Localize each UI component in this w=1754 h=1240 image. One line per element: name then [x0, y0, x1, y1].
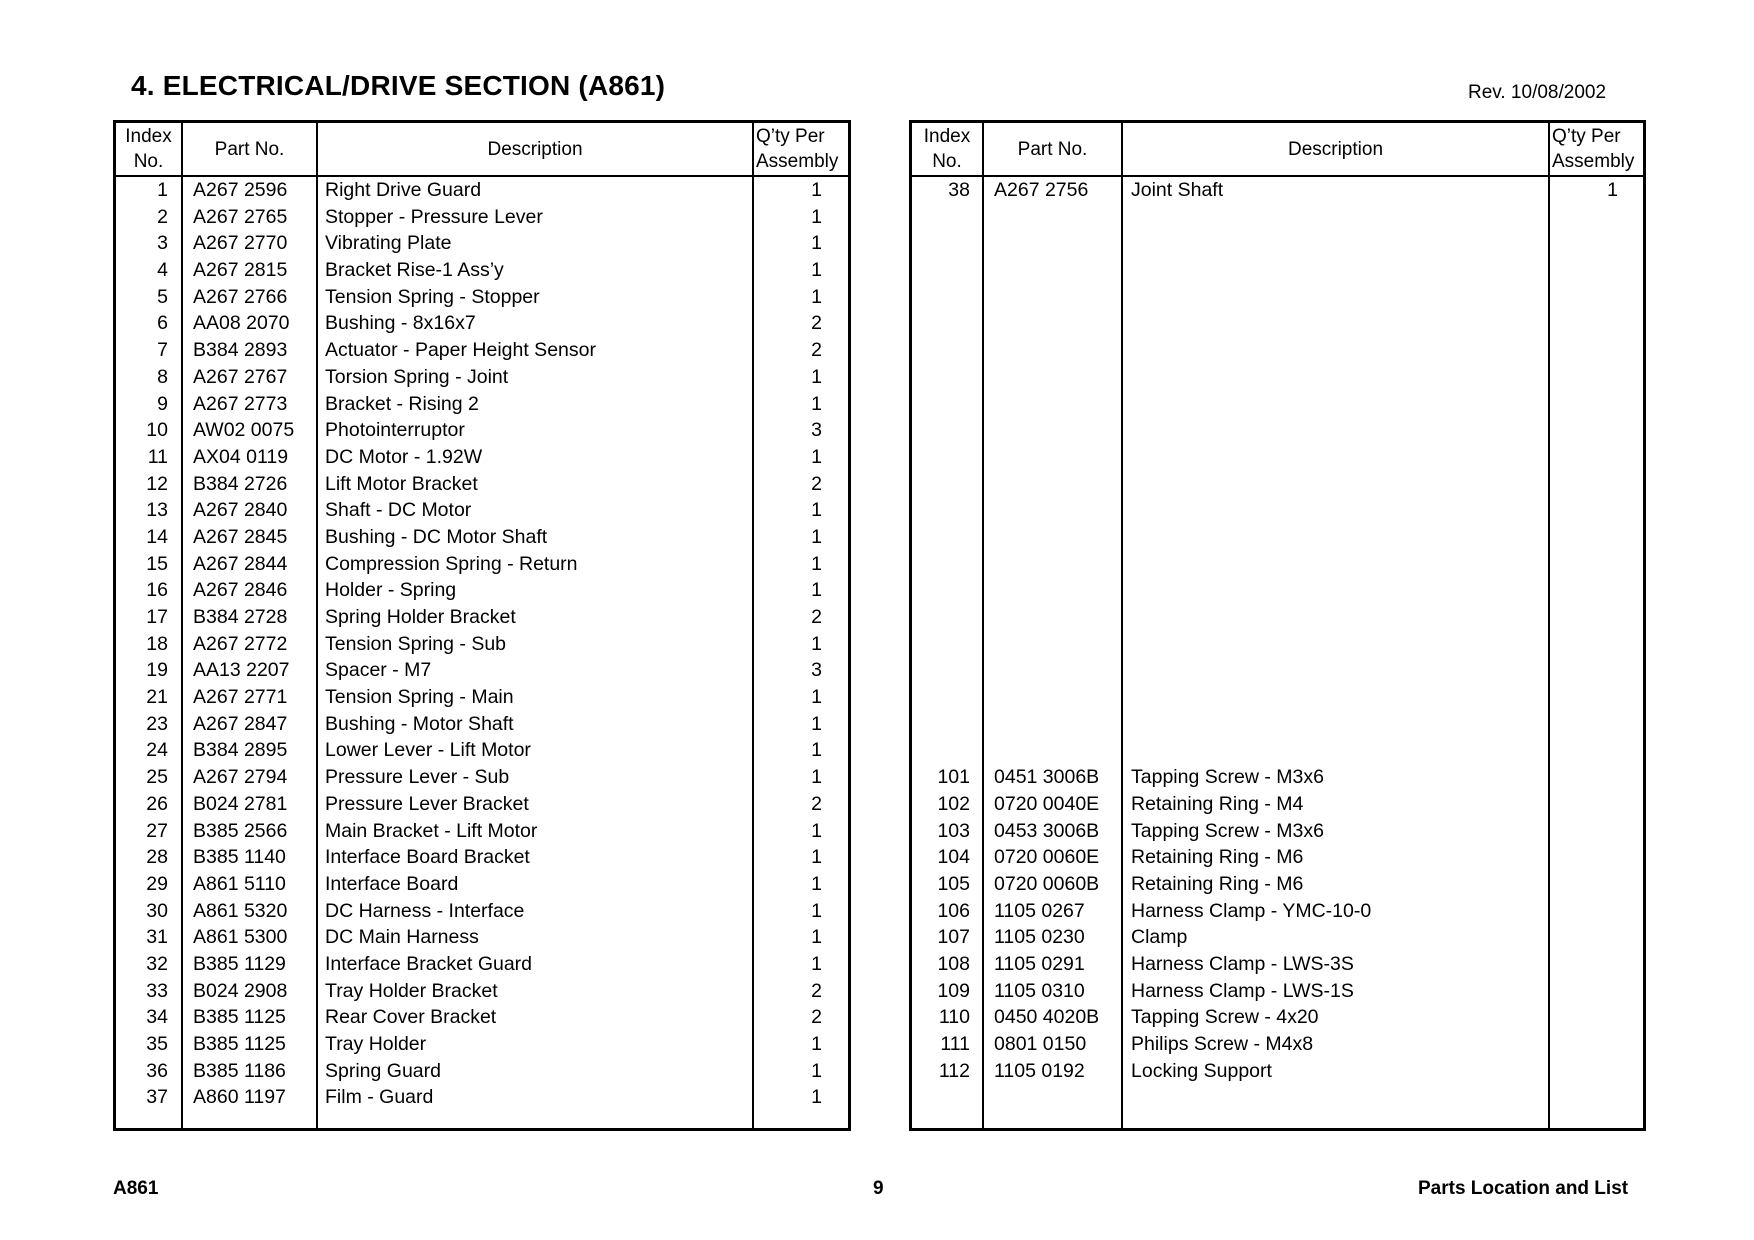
cell-part-no: A267 2845 — [193, 525, 288, 548]
table-row — [116, 711, 848, 738]
cell-qty: 1 — [811, 1033, 822, 1055]
parts-rows-right — [912, 177, 1643, 1084]
cell-qty: 3 — [811, 659, 822, 682]
cell-qty: 1 — [811, 819, 822, 842]
cell-description: Spring Holder Bracket — [325, 606, 516, 628]
cell-description: Tapping Screw - M3x6 — [1131, 766, 1324, 789]
cell-part-no: 0720 0060E — [994, 846, 1100, 869]
cell-part-no: 0720 0060B — [994, 872, 1100, 895]
cell-part-no: A267 2846 — [193, 579, 288, 602]
cell-qty: 1 — [811, 899, 822, 922]
cell-qty: 1 — [811, 926, 822, 949]
cell-index: 9 — [157, 392, 168, 415]
cell-part-no: A267 2840 — [193, 499, 288, 522]
table-row — [912, 604, 1643, 631]
table-row — [912, 924, 1643, 951]
cell-part-no: AA08 2070 — [193, 312, 290, 335]
cell-index: 11 — [147, 445, 168, 468]
cell-description: Lower Lever - Lift Motor — [325, 739, 531, 762]
cell-part-no: A861 5320 — [193, 899, 288, 922]
cell-index: 101 — [937, 766, 970, 789]
cell-part-no: A267 2794 — [193, 766, 288, 789]
cell-description: Harness Clamp - LWS-1S — [1131, 979, 1354, 1002]
cell-part-no: 0801 0150 — [994, 1033, 1087, 1055]
cell-description: Bracket Rise-1 Ass’y — [325, 259, 504, 282]
cell-part-no: A861 5110 — [193, 872, 286, 895]
table-row — [912, 871, 1643, 898]
cell-index: 35 — [146, 1033, 168, 1055]
cell-description: Clamp — [1131, 926, 1188, 949]
table-row — [116, 204, 848, 231]
cell-part-no: B384 2728 — [193, 606, 288, 628]
cell-index: 13 — [146, 499, 168, 522]
cell-description: Harness Clamp - LWS-3S — [1131, 952, 1354, 975]
table-row — [912, 764, 1643, 791]
cell-index: 27 — [146, 819, 168, 842]
cell-part-no: A267 2771 — [193, 686, 288, 709]
cell-description: Bushing - DC Motor Shaft — [325, 525, 548, 548]
cell-description: DC Harness - Interface — [325, 899, 525, 922]
cell-index: 33 — [146, 979, 168, 1002]
table-row — [116, 924, 848, 951]
table-row — [116, 684, 848, 711]
cell-description: Right Drive Guard — [325, 179, 482, 201]
cell-index: 112 — [938, 1059, 970, 1082]
cell-description: Compression Spring - Return — [325, 552, 578, 575]
cell-index: 23 — [146, 712, 168, 735]
cell-description: Retaining Ring - M6 — [1131, 872, 1304, 895]
cell-description: Film - Guard — [325, 1086, 434, 1109]
page-title: 4. ELECTRICAL/DRIVE SECTION (A861) — [131, 70, 666, 101]
cell-index: 21 — [146, 686, 168, 709]
table-row — [912, 471, 1643, 498]
table-row — [116, 551, 848, 578]
cell-index: 37 — [146, 1086, 168, 1109]
cell-part-no: A267 2815 — [193, 259, 288, 282]
cell-part-no: A267 2772 — [193, 632, 288, 655]
header-qty: Q’ty Per Assembly — [1552, 126, 1635, 172]
footer-section-name: Parts Location and List — [1418, 1178, 1629, 1199]
header-qty: Q’ty Per Assembly — [756, 126, 839, 172]
table-row — [116, 497, 848, 524]
cell-qty: 1 — [811, 846, 822, 869]
parts-rows-left — [116, 177, 848, 1111]
table-row — [912, 524, 1643, 551]
cell-index: 109 — [937, 979, 970, 1002]
cell-qty: 1 — [811, 1059, 822, 1082]
table-row — [116, 364, 848, 391]
cell-qty: 2 — [811, 472, 822, 495]
cell-description: Interface Board Bracket — [325, 846, 530, 869]
cell-part-no: AW02 0075 — [193, 419, 295, 442]
cell-part-no: A267 2756 — [994, 179, 1089, 201]
cell-qty: 1 — [811, 712, 822, 735]
cell-index: 7 — [157, 339, 168, 362]
cell-part-no: 1105 0230 — [994, 926, 1085, 949]
cell-index: 29 — [146, 872, 168, 895]
cell-index: 1 — [157, 179, 168, 201]
cell-part-no: 1105 0291 — [994, 952, 1085, 975]
table-row — [912, 791, 1643, 818]
table-row — [116, 657, 848, 684]
table-row — [912, 577, 1643, 604]
header-part-no: Part No. — [1017, 138, 1088, 160]
cell-index: 4 — [157, 259, 168, 282]
cell-description: Harness Clamp - YMC-10-0 — [1131, 899, 1372, 922]
table-row — [116, 310, 848, 337]
table-row — [116, 791, 848, 818]
cell-description: Joint Shaft — [1131, 179, 1224, 201]
table-row — [912, 844, 1643, 871]
cell-qty: 2 — [811, 339, 822, 362]
cell-qty: 1 — [811, 445, 822, 468]
cell-qty: 1 — [811, 205, 822, 228]
cell-description: Holder - Spring — [325, 579, 457, 602]
cell-part-no: 0453 3006B — [994, 819, 1100, 842]
cell-index: 16 — [146, 579, 168, 602]
table-row — [912, 204, 1643, 231]
cell-index: 6 — [157, 312, 168, 335]
cell-part-no: B385 2566 — [193, 819, 288, 842]
cell-index: 19 — [146, 659, 168, 682]
cell-description: Tapping Screw - M3x6 — [1131, 819, 1324, 842]
cell-index: 31 — [146, 926, 168, 949]
cell-qty: 1 — [811, 766, 822, 789]
cell-index: 34 — [146, 1006, 168, 1029]
cell-qty: 1 — [811, 1086, 822, 1109]
table-row — [912, 1004, 1643, 1031]
table-row — [116, 391, 848, 418]
footer-page-number: 9 — [873, 1178, 884, 1199]
cell-qty: 1 — [811, 285, 822, 308]
table-row — [912, 497, 1643, 524]
cell-qty: 1 — [811, 525, 822, 548]
table-row — [912, 737, 1643, 764]
cell-index: 25 — [146, 766, 168, 789]
table-row — [116, 444, 848, 471]
header-index: Index No. — [125, 126, 172, 172]
cell-index: 3 — [157, 232, 168, 255]
cell-part-no: B385 1140 — [193, 846, 286, 869]
footer-model: A861 — [113, 1178, 159, 1199]
cell-part-no: 0451 3006B — [994, 766, 1100, 789]
cell-qty: 2 — [811, 1006, 822, 1029]
cell-index: 14 — [146, 525, 168, 548]
table-row — [116, 1084, 848, 1111]
table-row — [912, 417, 1643, 444]
table-row — [116, 737, 848, 764]
table-row — [912, 951, 1643, 978]
cell-part-no: A267 2596 — [193, 179, 288, 201]
cell-part-no: A860 1197 — [193, 1086, 286, 1109]
cell-description: Torsion Spring - Joint — [325, 365, 509, 388]
cell-index: 24 — [146, 739, 168, 762]
revision-date: Rev. 10/08/2002 — [1468, 82, 1607, 103]
cell-description: Bushing - Motor Shaft — [325, 712, 514, 735]
cell-part-no: A267 2844 — [193, 552, 288, 575]
table-row — [116, 631, 848, 658]
header-index: Index No. — [923, 126, 971, 172]
cell-index: 17 — [146, 606, 168, 628]
parts-table-right — [909, 120, 1646, 1131]
cell-part-no: A267 2770 — [193, 232, 288, 255]
table-row — [912, 444, 1643, 471]
cell-index: 103 — [937, 819, 970, 842]
cell-part-no: 0450 4020B — [994, 1006, 1100, 1029]
table-row — [912, 657, 1643, 684]
header-description: Description — [1287, 138, 1384, 160]
cell-qty: 1 — [1607, 179, 1618, 201]
cell-description: Tapping Screw - 4x20 — [1131, 1006, 1319, 1029]
cell-part-no: B384 2893 — [193, 339, 288, 362]
cell-part-no: B384 2895 — [193, 739, 288, 762]
cell-description: Tension Spring - Stopper — [325, 285, 540, 308]
cell-part-no: 1105 0310 — [994, 979, 1085, 1002]
table-row — [116, 257, 848, 284]
cell-index: 32 — [146, 952, 168, 975]
cell-description: DC Main Harness — [325, 926, 479, 949]
cell-index: 108 — [937, 952, 970, 975]
cell-qty: 2 — [811, 606, 822, 628]
cell-qty: 2 — [811, 792, 822, 815]
table-row — [116, 417, 848, 444]
table-row — [116, 871, 848, 898]
cell-index: 30 — [146, 899, 168, 922]
table-row — [116, 1058, 848, 1085]
cell-index: 26 — [146, 792, 168, 815]
cell-part-no: A267 2765 — [193, 205, 288, 228]
cell-part-no: 1105 0192 — [994, 1059, 1085, 1082]
cell-description: Tray Holder — [325, 1033, 427, 1055]
cell-description: Bracket - Rising 2 — [325, 392, 479, 415]
cell-part-no: B385 1129 — [193, 952, 286, 975]
cell-part-no: B385 1125 — [193, 1006, 286, 1029]
table-row — [912, 711, 1643, 738]
table-row — [912, 551, 1643, 578]
cell-index: 8 — [157, 365, 168, 388]
table-row — [912, 364, 1643, 391]
table-row — [912, 230, 1643, 257]
cell-description: Tray Holder Bracket — [325, 979, 498, 1002]
cell-index: 106 — [937, 899, 970, 922]
cell-qty: 1 — [811, 552, 822, 575]
cell-qty: 1 — [811, 632, 822, 655]
cell-description: Pressure Lever Bracket — [325, 792, 529, 815]
cell-part-no: A267 2773 — [193, 392, 288, 415]
table-row — [116, 604, 848, 631]
cell-index: 102 — [937, 792, 970, 815]
cell-qty: 1 — [811, 872, 822, 895]
cell-index: 10 — [146, 419, 168, 442]
table-row — [116, 230, 848, 257]
cell-qty: 2 — [811, 312, 822, 335]
cell-description: Photointerruptor — [325, 419, 465, 442]
table-row — [912, 898, 1643, 925]
cell-description: DC Motor - 1.92W — [325, 445, 483, 468]
cell-part-no: AX04 0119 — [193, 445, 289, 468]
parts-table-left — [113, 120, 851, 1131]
table-row — [116, 284, 848, 311]
cell-qty: 1 — [811, 579, 822, 602]
cell-part-no: A267 2766 — [193, 285, 288, 308]
table-row — [116, 844, 848, 871]
table-row — [912, 337, 1643, 364]
cell-qty: 1 — [811, 499, 822, 522]
cell-description: Tension Spring - Sub — [325, 632, 507, 655]
cell-description: Main Bracket - Lift Motor — [325, 819, 538, 842]
table-row — [116, 764, 848, 791]
cell-description: Retaining Ring - M6 — [1131, 846, 1304, 869]
cell-qty: 2 — [811, 979, 822, 1002]
cell-index: 15 — [146, 552, 168, 575]
table-row — [912, 257, 1643, 284]
cell-qty: 1 — [811, 392, 822, 415]
table-row — [912, 284, 1643, 311]
table-row — [912, 631, 1643, 658]
cell-description: Pressure Lever - Sub — [325, 766, 510, 789]
cell-index: 110 — [938, 1006, 970, 1029]
cell-part-no: B384 2726 — [193, 472, 288, 495]
cell-description: Spring Guard — [325, 1059, 441, 1082]
table-row — [912, 391, 1643, 418]
table-row — [912, 1058, 1643, 1085]
cell-qty: 1 — [811, 686, 822, 709]
table-row — [912, 818, 1643, 845]
cell-description: Tension Spring - Main — [325, 686, 514, 709]
table-row — [912, 310, 1643, 337]
cell-part-no: A267 2767 — [193, 365, 288, 388]
table-row — [116, 1004, 848, 1031]
table-row — [116, 337, 848, 364]
cell-qty: 1 — [811, 259, 822, 282]
cell-description: Actuator - Paper Height Sensor — [325, 339, 596, 362]
cell-description: Retaining Ring - M4 — [1131, 792, 1304, 815]
cell-description: Shaft - DC Motor — [325, 499, 472, 522]
cell-index: 5 — [157, 285, 168, 308]
cell-qty: 1 — [811, 739, 822, 762]
cell-description: Spacer - M7 — [325, 659, 432, 682]
cell-qty: 1 — [811, 952, 822, 975]
table-row — [116, 898, 848, 925]
cell-description: Stopper - Pressure Lever — [325, 205, 543, 228]
table-row — [116, 818, 848, 845]
cell-description: Philips Screw - M4x8 — [1131, 1033, 1314, 1055]
table-row — [116, 471, 848, 498]
cell-description: Rear Cover Bracket — [325, 1006, 497, 1029]
header-description: Description — [487, 138, 583, 160]
cell-description: Lift Motor Bracket — [325, 472, 478, 495]
cell-index: 36 — [146, 1059, 168, 1082]
table-row — [912, 177, 1643, 204]
cell-index: 38 — [948, 179, 970, 201]
cell-qty: 1 — [811, 232, 822, 255]
cell-part-no: B024 2781 — [193, 792, 288, 815]
table-row — [116, 951, 848, 978]
cell-qty: 3 — [811, 419, 822, 442]
cell-index: 12 — [146, 472, 168, 495]
cell-index: 105 — [937, 872, 970, 895]
cell-description: Interface Board — [325, 872, 459, 895]
cell-description: Bushing - 8x16x7 — [325, 312, 476, 335]
cell-part-no: 1105 0267 — [994, 899, 1085, 922]
cell-part-no: A267 2847 — [193, 712, 288, 735]
cell-index: 28 — [146, 846, 168, 869]
cell-index: 107 — [937, 926, 970, 949]
cell-index: 111 — [940, 1033, 970, 1055]
cell-qty: 1 — [811, 179, 822, 201]
cell-description: Locking Support — [1131, 1059, 1272, 1082]
table-row — [116, 577, 848, 604]
table-row — [116, 1031, 848, 1058]
cell-index: 18 — [146, 632, 168, 655]
table-row — [116, 978, 848, 1005]
cell-part-no: 0720 0040E — [994, 792, 1100, 815]
table-row — [116, 524, 848, 551]
cell-part-no: A861 5300 — [193, 926, 288, 949]
cell-description: Vibrating Plate — [325, 232, 452, 255]
cell-qty: 1 — [811, 365, 822, 388]
cell-part-no: B385 1125 — [193, 1033, 286, 1055]
table-row — [912, 978, 1643, 1005]
cell-part-no: B024 2908 — [193, 979, 288, 1002]
cell-index: 104 — [937, 846, 970, 869]
cell-index: 2 — [157, 205, 168, 228]
table-row — [912, 684, 1643, 711]
cell-part-no: AA13 2207 — [193, 659, 290, 682]
cell-part-no: B385 1186 — [193, 1059, 286, 1082]
header-part-no: Part No. — [214, 138, 285, 160]
table-row — [912, 1031, 1643, 1058]
cell-description: Interface Bracket Guard — [325, 952, 533, 975]
table-row — [116, 177, 848, 204]
